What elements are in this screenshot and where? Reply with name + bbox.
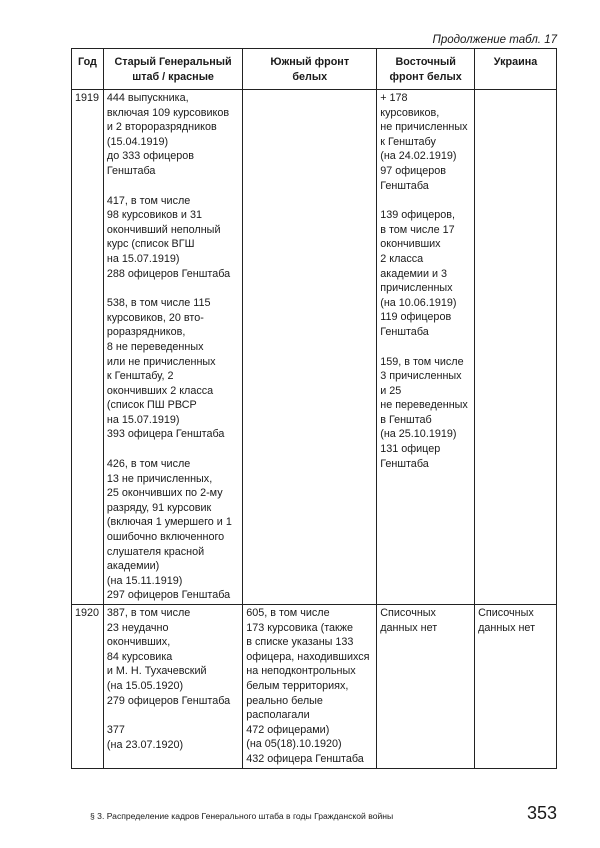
header-south-front: Южный фронт белых <box>243 49 377 90</box>
header-year: Год <box>72 49 104 90</box>
entry: 159, в том числе 3 причисленных и 25 не переведенных в Генштаб (на 25.10.1919) 131 офицер Генштаба <box>380 355 468 470</box>
running-footer: § 3. Распределение кадров Генерального штаба в годы Гражданской войны <box>90 811 394 821</box>
cell-south-front <box>243 605 377 769</box>
table-row-1920 <box>72 605 557 769</box>
entry: 426, в том числе 13 не причисленных, 25 окончивших по 2-му разряду, 91 курсовик (включая 1 умершего и 1 ошибочно включенного слушателя красной академии) (на 15.11.1919) 297 офицеров Генштаба <box>106 458 232 602</box>
header-ukraine: Украина <box>475 49 557 90</box>
entry: Списочных данных нет <box>478 607 536 634</box>
cell-east-front <box>377 90 475 605</box>
table-row-1919 <box>72 90 557 605</box>
table-header-row <box>72 49 557 90</box>
entry: 139 офицеров, в том числе 17 окончивших 2 класса академии и 3 причисленных (на 10.06.1919) 119 офицеров Генштаба <box>380 209 457 338</box>
table-caption: Продолжение табл. 17 <box>432 34 557 46</box>
cell-ukraine <box>475 90 557 605</box>
entry: 538, в том числе 115 курсовиков, 20 вто- роразрядников, 8 не переведенных или не причисленных к Генштабу, 2 окончивших 2 класса (список ПШ РВСР на 15.07.1919) 393 офицера Генштаба <box>106 297 225 441</box>
entry: 605, в том числе 173 курсовика (также в списке указаны 133 офицера, находившихся на неподконтрольных белым территориях, реально белые располагали 472 офицерами) (на 05(18).10.1920) 432 офицера Генштаба <box>246 607 370 765</box>
entry: 387, в том числе 23 неудачно окончивших, 84 курсовика и М. Н. Тухачевский (на 15.05.1920) 279 офицеров Генштаба <box>106 607 231 707</box>
cell-old-general-staff <box>103 605 242 769</box>
cell-east-front <box>377 605 475 769</box>
cell-old-general-staff <box>103 90 242 605</box>
header-east-front: Восточный фронт белых <box>377 49 475 90</box>
entry: 377 (на 23.07.1920) <box>106 724 184 751</box>
cell-ukraine <box>475 605 557 769</box>
officers-table <box>71 48 557 769</box>
entry: 417, в том числе 98 курсовиков и 31 окончивший неполный курс (список ВГШ на 15.07.1919) 288 офицеров Генштаба <box>106 194 231 280</box>
page-number: 353 <box>526 803 557 823</box>
entry: + 178 курсовиков, не причисленных к Генштабу (на 24.02.1919) 97 офицеров Генштаба <box>380 92 468 192</box>
entry: 444 выпускника, включая 109 курсовиков и 2 второразрядников (15.04.1919) до 333 офицеров Генштаба <box>106 92 230 177</box>
cell-south-front <box>243 90 377 605</box>
cell-year: 1919 <box>72 90 104 605</box>
header-old-general-staff: Старый Генеральный штаб / красные <box>103 49 242 90</box>
entry: Списочных данных нет <box>380 607 438 634</box>
cell-year: 1920 <box>72 605 104 769</box>
